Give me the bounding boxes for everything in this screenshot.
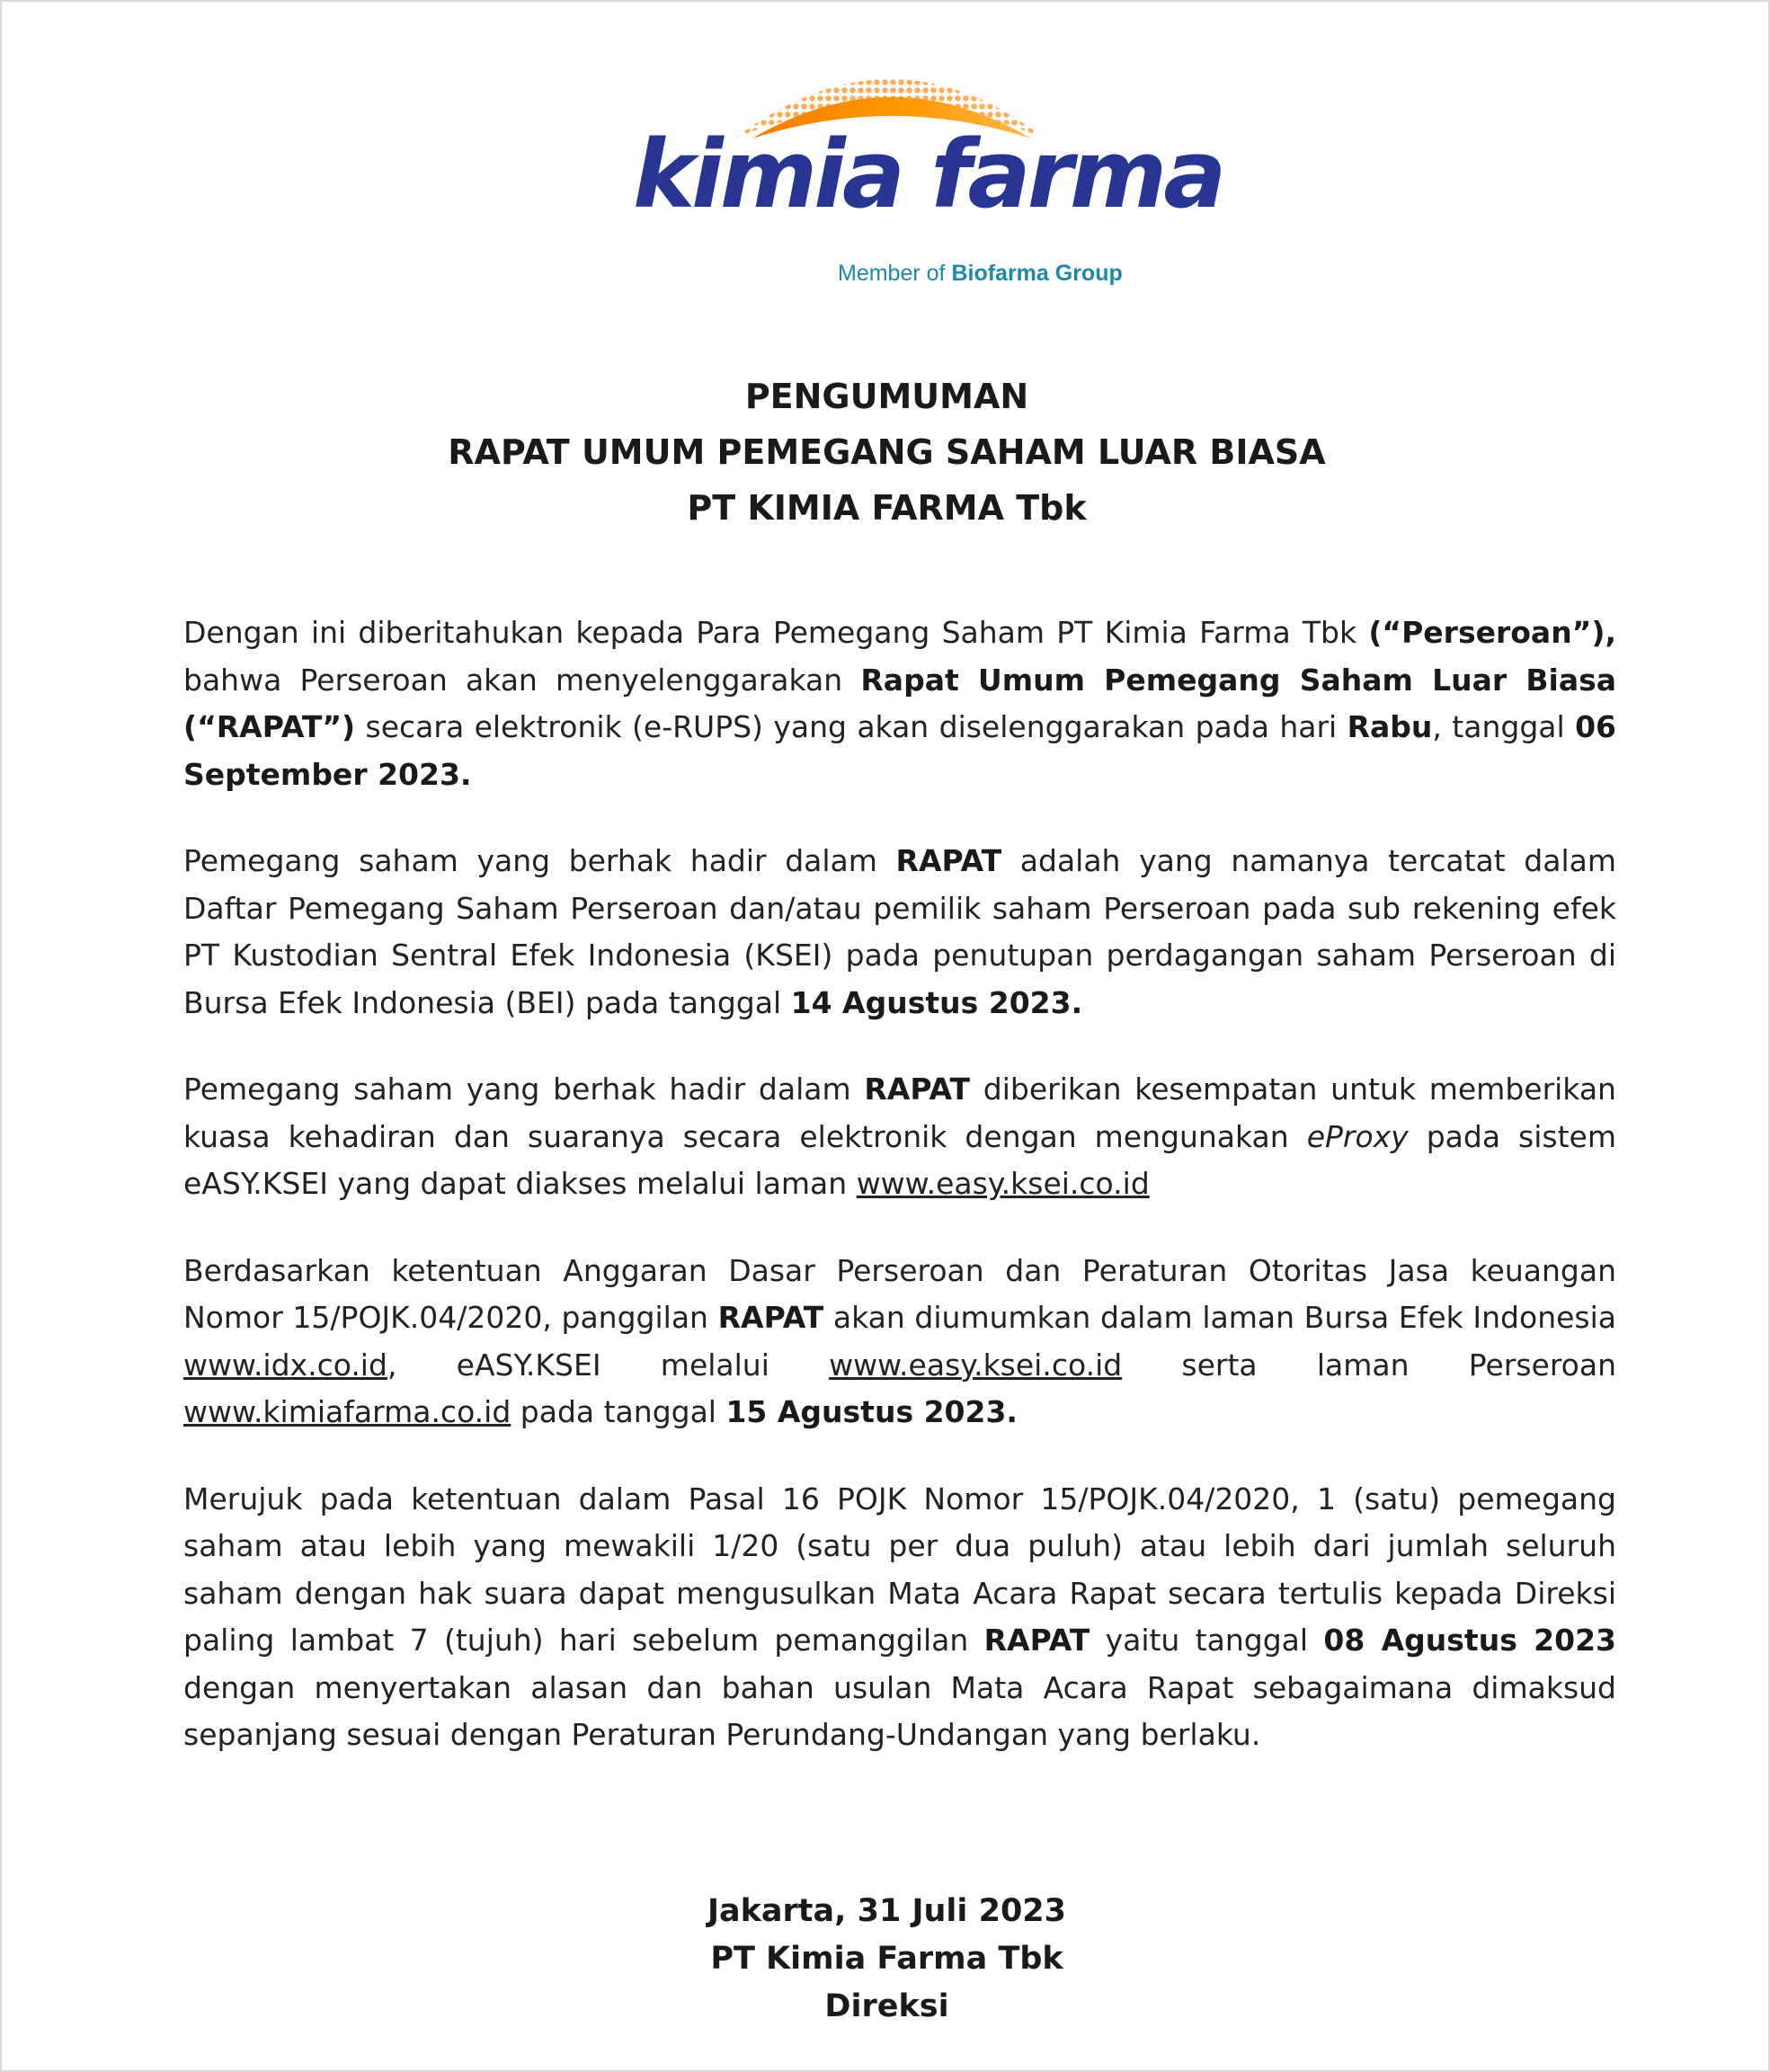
text-run: yaitu tanggal bbox=[1090, 1623, 1324, 1658]
link-easy-ksei[interactable]: www.easy.ksei.co.id bbox=[829, 1347, 1123, 1383]
text-run: bahwa Perseroan akan menyelenggarakan bbox=[183, 662, 861, 698]
bold-run: 08 Agustus 2023 bbox=[1323, 1623, 1616, 1658]
logo-wordmark: kimia farma bbox=[633, 120, 1223, 229]
bold-run: RAPAT bbox=[717, 1300, 824, 1335]
bold-run: Rabu bbox=[1347, 709, 1433, 744]
bold-run: (“Perseroan”), bbox=[1368, 615, 1616, 650]
text-run: Merujuk pada ketentuan dalam Pasal 16 POJK Nomor 15/POJK.04/2020, 1 (satu) pemegang saham atau lebih yang mewakili 1/20 (satu per dua puluh) atau lebih dari jumlah seluruh saham dengan hak suara dapat mengusulkan Mata Acara Rapat secara tertulis kepada Direksi paling lambat 7 (tujuh) hari sebelum pemanggilan bbox=[183, 1481, 1616, 1658]
paragraph-2 bbox=[183, 838, 1616, 1027]
logo-tagline-brand: Biofarma Group bbox=[951, 261, 1123, 286]
link-idx[interactable]: www.idx.co.id bbox=[183, 1347, 387, 1383]
title-line-1: PENGUMUMAN bbox=[744, 377, 1029, 416]
text-run: akan diumumkan dalam laman Bursa Efek Indonesia bbox=[823, 1300, 1616, 1335]
signature-block bbox=[2, 1888, 1770, 2031]
signature-place-date: Jakarta, 31 Juli 2023 bbox=[707, 1893, 1067, 1929]
announcement-title bbox=[2, 369, 1770, 536]
text-run: secara elektronik (e-RUPS) yang akan diselenggarakan pada hari bbox=[355, 709, 1348, 744]
title-line-2: RAPAT UMUM PEMEGANG SAHAM LUAR BIASA bbox=[448, 432, 1326, 472]
link-easy-ksei[interactable]: www.easy.ksei.co.id bbox=[856, 1166, 1150, 1201]
paragraph-1 bbox=[183, 609, 1616, 798]
bold-run: 14 Agustus 2023. bbox=[790, 984, 1083, 1020]
text-run: adalah yang namanya tercatat dalam Daftar Pemegang Saham Perseroan dan/atau pemilik saham Perseroan pada sub rekening efek PT Kustodian Sentral Efek Indonesia (KSEI) pada penutupan perdagangan saham Perseroan di Bursa Efek Indonesia (BEI) pada tanggal bbox=[183, 843, 1616, 1020]
text-run: , tanggal bbox=[1432, 709, 1576, 744]
paragraph-4 bbox=[183, 1248, 1616, 1436]
bold-run: Rapat Umum Pemegang Saham Luar Biasa (“RAPAT”) bbox=[183, 662, 1616, 744]
bold-run: 15 Agustus 2023. bbox=[725, 1394, 1018, 1429]
text-run: pada tanggal bbox=[511, 1394, 726, 1429]
announcement-body bbox=[183, 609, 1616, 1799]
signature-company: PT Kimia Farma Tbk bbox=[710, 1941, 1063, 1977]
text-run: Pemegang saham yang berhak hadir dalam bbox=[183, 1072, 865, 1107]
text-run: dengan menyertakan alasan dan bahan usulan Mata Acara Rapat sebagaimana dimaksud sepanjang sesuai dengan Peraturan Perundang-Undangan yang berlaku. bbox=[183, 1669, 1616, 1752]
paragraph-3 bbox=[183, 1066, 1616, 1208]
italic-run: eProxy bbox=[1306, 1118, 1409, 1154]
text-run: , eASY.KSEI melalui bbox=[387, 1347, 830, 1383]
paragraph-5 bbox=[183, 1476, 1616, 1759]
text-run: diberikan kesempatan untuk memberikan kuasa kehadiran dan suaranya secara elektronik dengan mengunakan bbox=[183, 1072, 1616, 1154]
link-kimiafarma[interactable]: www.kimiafarma.co.id bbox=[183, 1394, 511, 1429]
bold-run: 06 September 2023. bbox=[183, 709, 1616, 792]
bold-run: RAPAT bbox=[895, 843, 1002, 878]
text-run: pada sistem eASY.KSEI yang dapat diakses melalui laman bbox=[183, 1118, 1616, 1201]
logo-tagline bbox=[838, 262, 1123, 285]
title-line-3: PT KIMIA FARMA Tbk bbox=[687, 488, 1087, 528]
bold-run: RAPAT bbox=[864, 1072, 970, 1107]
text-run: serta laman Perseroan bbox=[1122, 1347, 1616, 1383]
text-run: Pemegang saham yang berhak hadir dalam bbox=[183, 843, 896, 878]
bold-run: RAPAT bbox=[983, 1623, 1090, 1658]
kimia-farma-logo bbox=[622, 38, 1223, 286]
text-run: Berdasarkan ketentuan Anggaran Dasar Perseroan dan Peraturan Otoritas Jasa keuangan Nomor 15/POJK.04/2020, panggilan bbox=[183, 1252, 1616, 1335]
text-run: Dengan ini diberitahukan kepada Para Pemegang Saham PT Kimia Farma Tbk bbox=[183, 615, 1369, 650]
signature-role: Direksi bbox=[824, 1988, 949, 2024]
logo-tagline-prefix: Member of bbox=[838, 261, 952, 286]
